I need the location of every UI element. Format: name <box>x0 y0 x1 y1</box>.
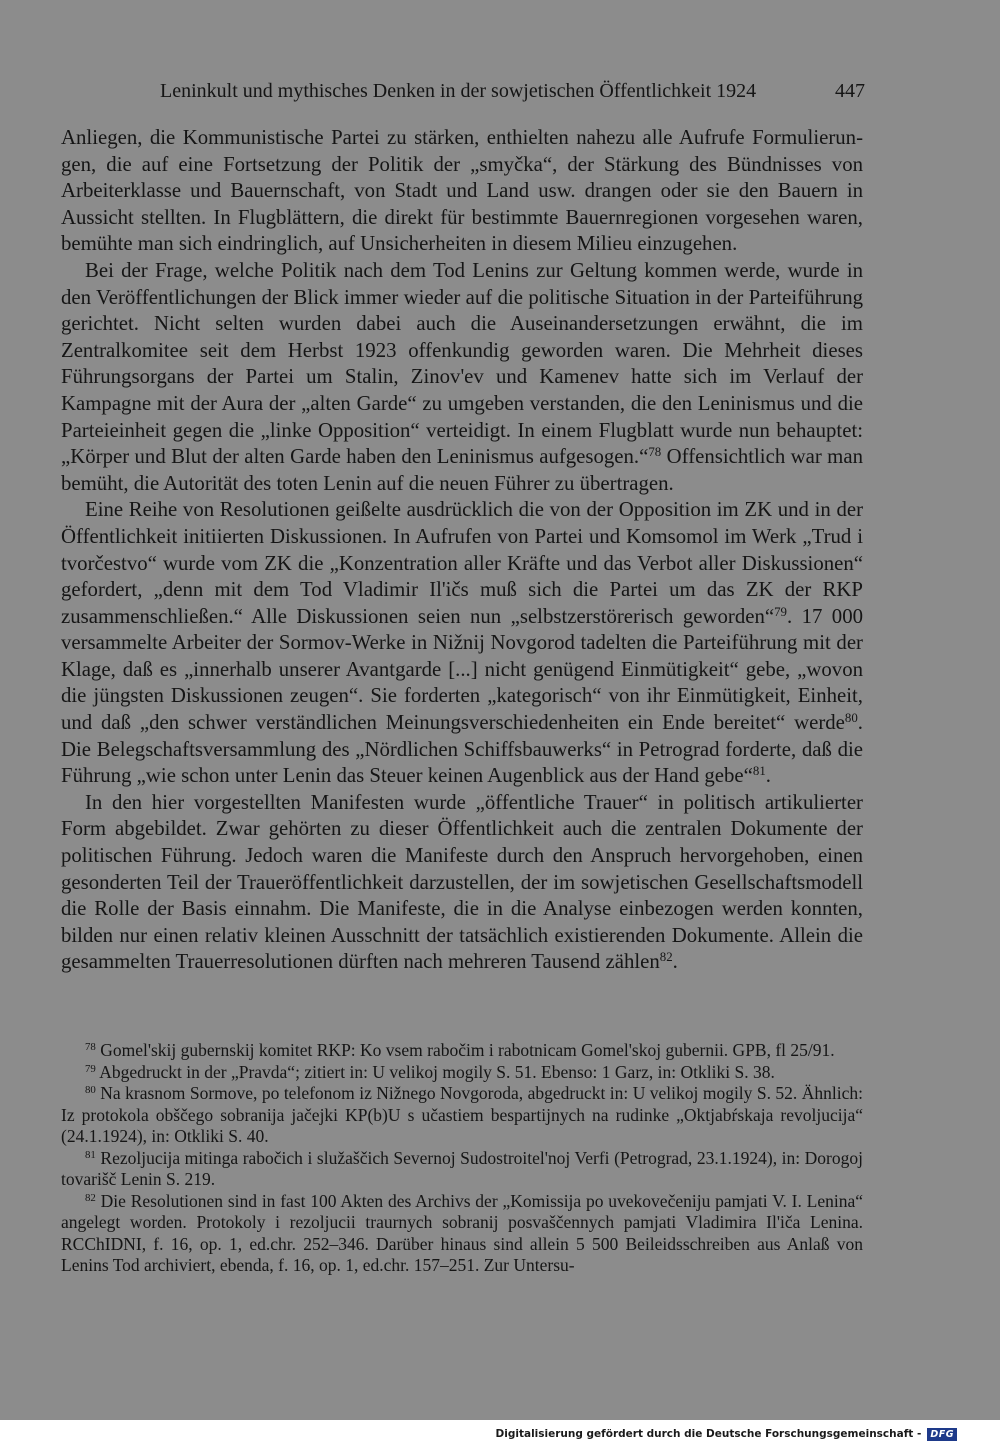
footnote-ref: 81 <box>752 764 766 779</box>
paragraph: Anliegen, die Kommunistische Partei zu stärken, enthielten nahezu alle Aufrufe Formulierungen, die auf eine Fortsetzung der Politik der „smyčka“, der Stärkung des Bündnisses von Arbeiterklasse und Bauernschaft, von Stadt und Land usw. drangen oder sie den Bauern in Aussicht stellten. In Flugblättern, die direkt für bestimmte Bauernregionen vorgesehen waren, bemühte man sich eindringlich, auf Unsicherheiten in diesem Milieu einzugehen. <box>61 126 863 256</box>
running-title: Leninkult und mythisches Denken in der sowjetischen Öffentlichkeit 1924 <box>160 80 757 102</box>
page-number: 447 <box>835 80 865 102</box>
running-head <box>160 80 865 108</box>
body-text <box>61 125 863 976</box>
footnote: $^{78}$ Gomel'skij gubernskij komitet RKP: Ko vsem rabočim i rabotnicam Gomel'skoj gubernii. GPB, fl 25/91. <box>85 1040 835 1060</box>
footnote: $^{81}$ Rezoljucija mitinga rabočich i služaščich Severnoj Sudostroitel'noj Verfi (Petrograd, 23.1.1924), in: Dorogoj tovarišč Lenin S. 219. <box>61 1147 863 1189</box>
footnote-ref: 80 <box>844 710 858 725</box>
footnotes <box>61 1040 863 1277</box>
footnote-number: 78 <box>85 1041 96 1054</box>
footnote-number: 82 <box>85 1191 96 1204</box>
paragraph: In den hier vorgestellten Manifesten wurde „öffentliche Trauer“ in politisch artikulierter Form abgebildet. Zwar gehörten zu dieser Öffentlichkeit auch die zentralen Dokumente der politischen Führung. Jedoch waren die Manifeste durch den Anspruch hervorgehoben, einen gesonderten Teil der Traueröffentlichkeit darzustellen, der im sowjetischen Gesellschaftsmodell die Rolle der Basis einnahm. Die Manifeste, die in die Analyse einbezogen werden konnten, bilden nur einen relativ kleinen Ausschnitt der tatsächlich existierenden Dokumente. Allein die gesammelten Trauerresolutionen dürften nach mehreren Tausend zählen$^{82}$. <box>61 790 863 974</box>
footnote-ref: 78 <box>648 445 662 460</box>
footnote: $^{80}$ Na krasnom Sormove, po telefonom iz Nižnego Novgoroda, abgedruckt in: U velikoj mogily S. 52. Ähnlich: Iz protokola obščego sobranija jačejki KP(b)U s učastiem bespartijnych na rudinke „Oktjabŕskaja revoljucija“ (24.1.1924), in: Otkliki S. 40. <box>61 1083 863 1146</box>
footnote-number: 81 <box>85 1148 96 1161</box>
digitization-credit <box>496 1426 957 1442</box>
footnote: $^{82}$ Die Resolutionen sind in fast 100 Akten des Archivs der „Komissija po uvekovečeniju pamjati V. I. Lenina“ angelegt worden. Protokoly i rezoljucii traurnych sobranij posvaščennych pamjati Vladimira Il'iča Lenina. RCChIDNI, f. 16, op. 1, ed.chr. 252–346. Darüber hinaus sind allein 5 500 Beileidsschreiben aus Anlaß von Lenins Tod archiviert, ebenda, f. 16, op. 1, ed.chr. 157–251. Zur Untersu- <box>61 1190 863 1275</box>
footnote-ref: 79 <box>774 604 787 619</box>
paragraph: Eine Reihe von Resolutionen geißelte ausdrücklich die von der Opposition im ZK und in der Öffentlichkeit initiierten Diskussionen. In Aufrufen von Partei und Komsomol im Werk „Trud i tvorčestvo“ wurde vom ZK die „Konzentration aller Kräfte und das Verbot aller Diskussionen“ gefordert, „denn mit dem Tod Vladimir Il'ičs muß sich die Partei um das ZK der RKP zusammenschließen.“ Alle Diskussionen seien nun „selbstzerstörerisch geworden“$^{79}$. 17 000 versammelte Arbeiter der Sormov-Werke in Nižnij Novgorod tadelten die Parteiführung mit der Klage, daß es „innerhalb unserer Avantgarde [...] nicht genügend Einmütigkeit“ gebe, „wovon die jüngsten Diskussionen zeugen“. Sie forderten „kategorisch“ von ihr Einmütigkeit, Einheit, und daß „den schwer verständlichen Meinungsverschiedenheiten ein Ende bereitet“ werde$^{80}$. Die Belegschaftsversammlung des „Nördlichen Schiffsbauwerks“ in Petrograd forderte, daß die Führung „wie schon unter Lenin das Steuer keinen Augenblick aus der Hand gebe“$^{81}$. <box>61 498 863 788</box>
credit-text: Digitalisierung gefördert durch die Deutsche Forschungsgemeinschaft - <box>495 1428 922 1440</box>
footnote-number: 79 <box>85 1062 96 1075</box>
dfg-logo-icon: DFG <box>927 1428 957 1441</box>
footnote: $^{79}$ Abgedruckt in der „Pravda“; zitiert in: U velikoj mogily S. 51. Ebenso: 1 Garz, in: Otkliki S. 38. <box>85 1061 775 1082</box>
paragraph: Bei der Frage, welche Politik nach dem Tod Lenins zur Geltung kommen werde, wurde in den Veröffentlichungen der Blick immer wieder auf die politische Situation in der Parteiführung gerichtet. Nicht selten wurden dabei auch die Auseinandersetzungen erwähnt, die im Zentralkomitee seit dem Herbst 1923 offenkundig geworden waren. Die Mehrheit dieses Führungsorgans der Partei um Stalin, Zinov'ev und Kamenev hatte sich im Verlauf der Kampagne mit der Aura der „alten Garde“ zu umgeben verstanden, die den Leninismus und die Parteieinheit gegen die „linke Opposition“ verteidigt. In einem Flugblatt wurde nun behauptet: „Körper und Blut der alten Garde haben den Leninismus aufgesogen.“$^{78}$ Offensichtlich war man bemüht, die Autorität des toten Lenin auf die neuen Führer zu übertragen. <box>61 258 863 495</box>
footnote-number: 80 <box>85 1084 96 1097</box>
footnote-ref: 82 <box>659 950 673 965</box>
